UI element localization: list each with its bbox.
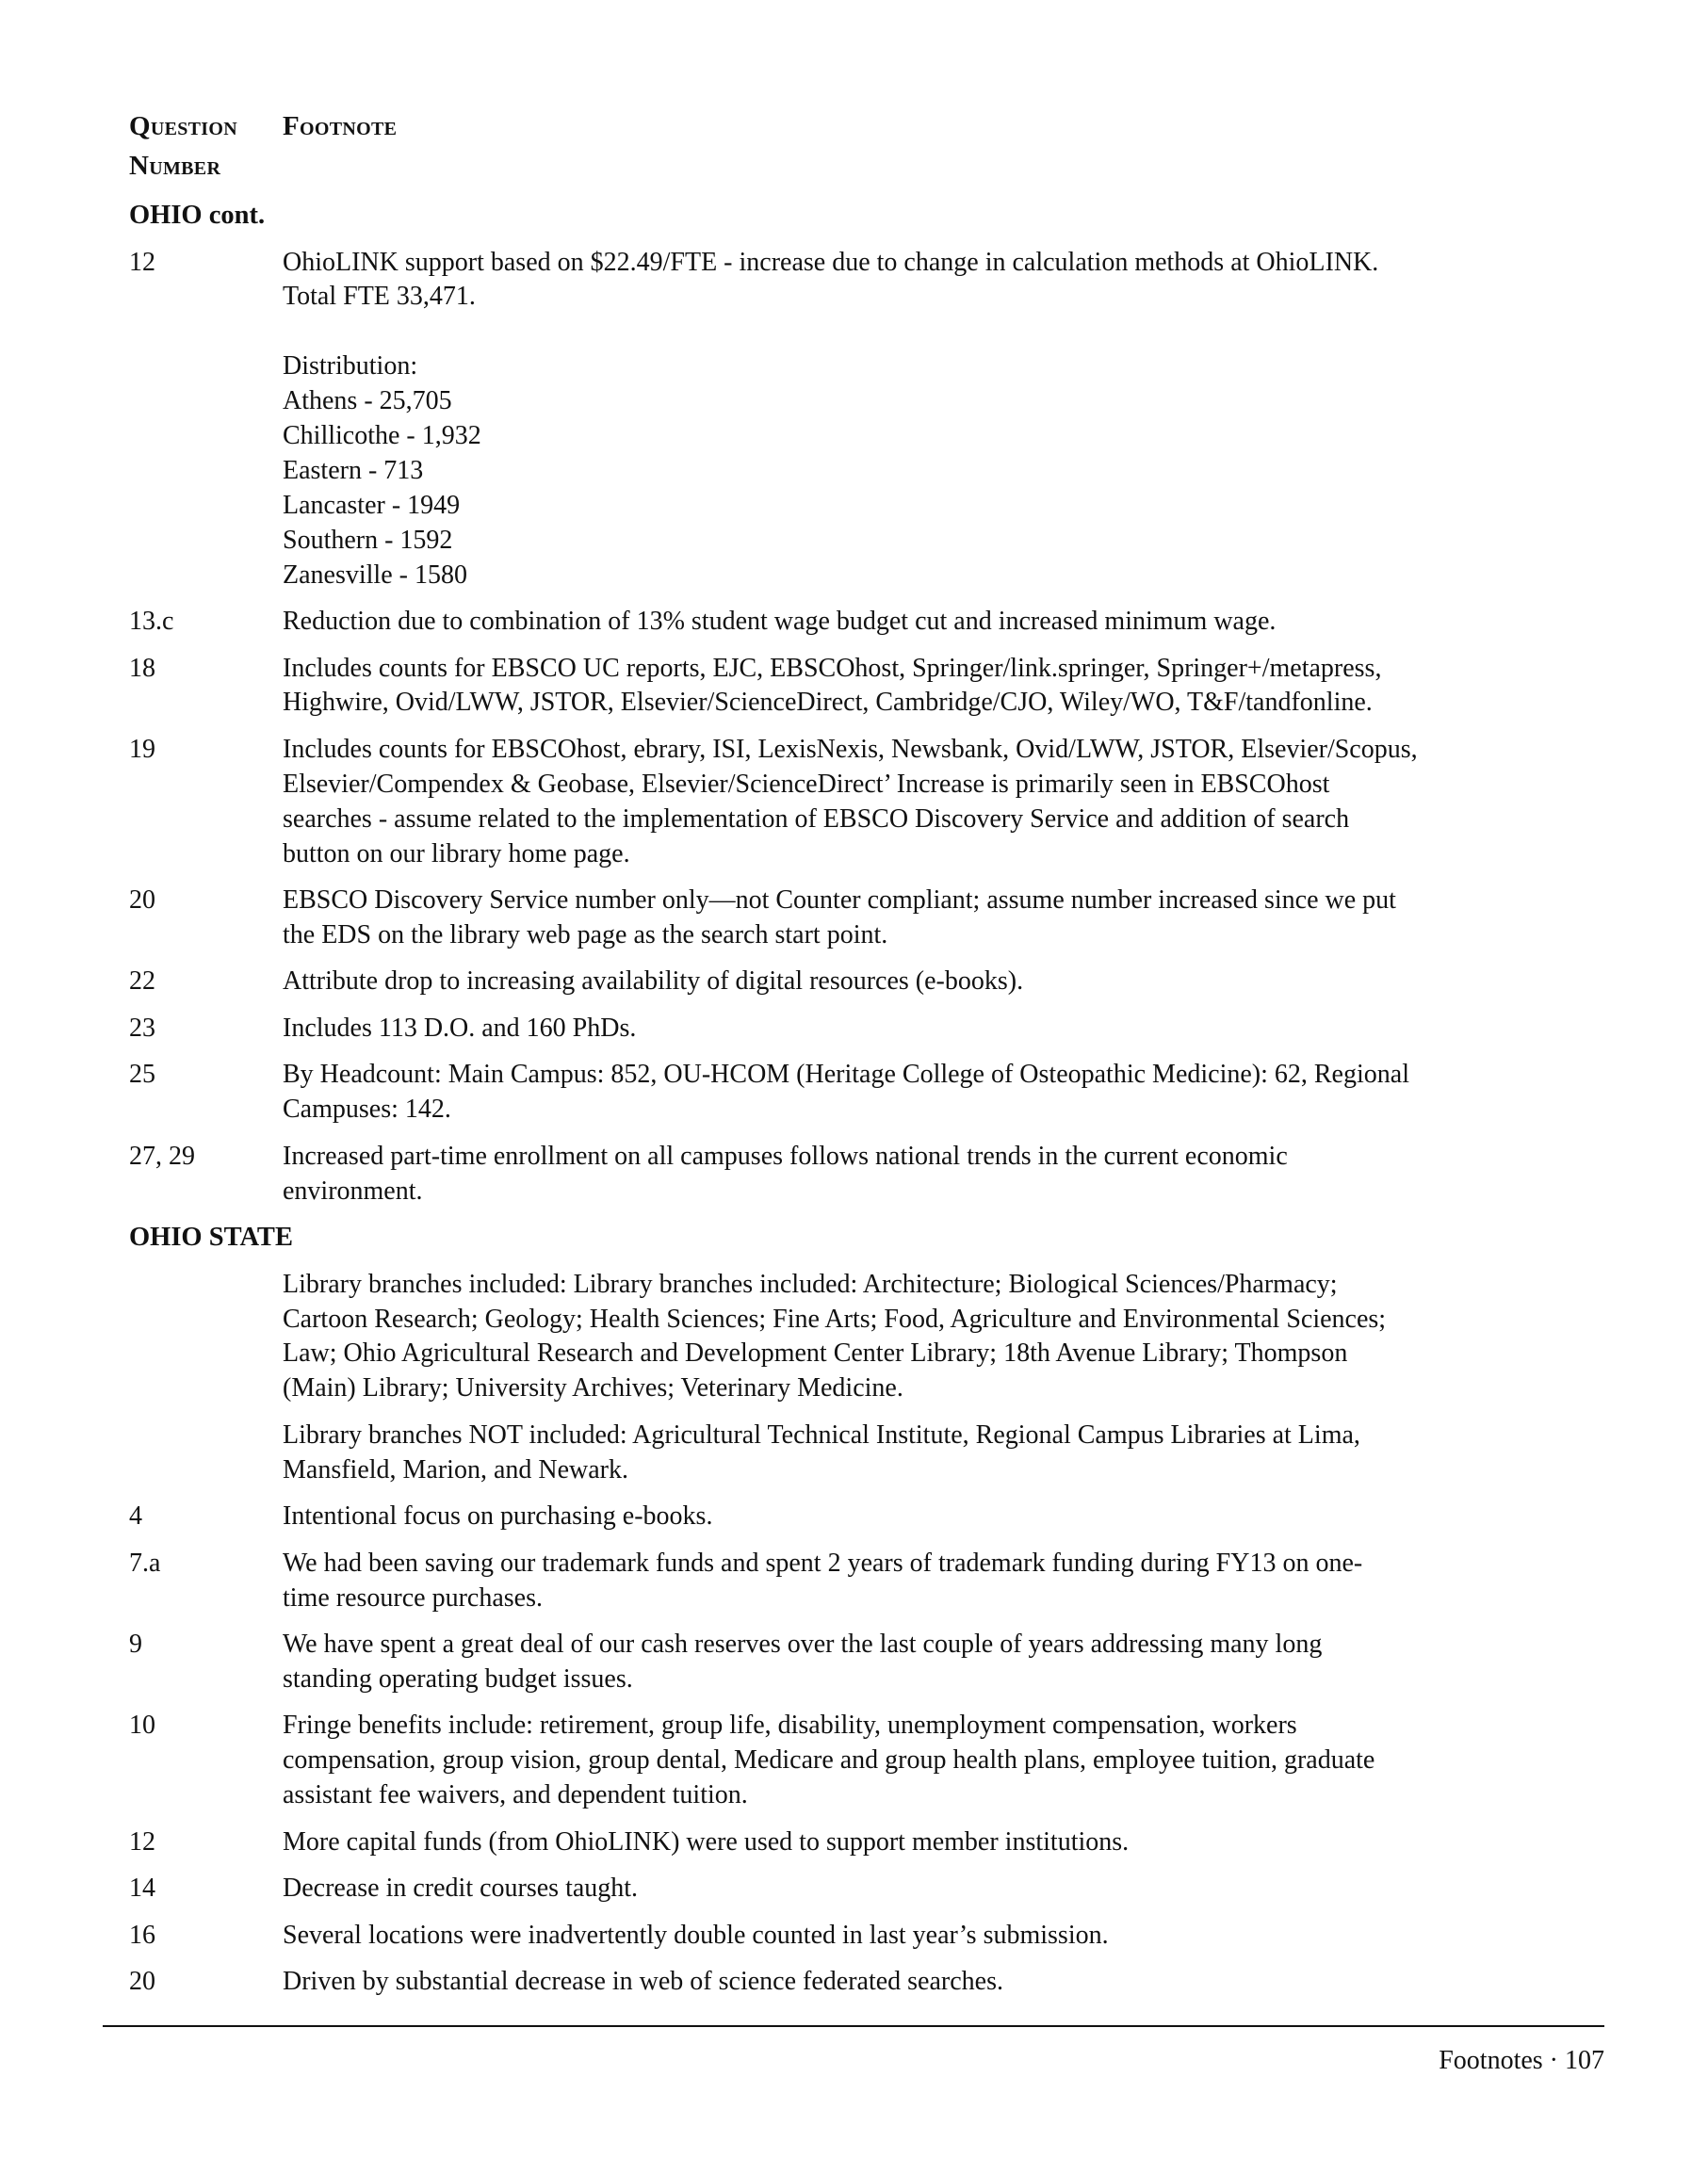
footnote-line: Fringe benefits include: retirement, group life, disability, unemployment compensation, workers [283,1711,1297,1741]
footer-divider [103,2025,1604,2027]
footnote-entry [129,1825,1636,1860]
footnote-line: Library branches NOT included: Agricultural Technical Institute, Regional Campus Libraries at Lima, [283,1420,1360,1450]
question-number [129,1419,283,1488]
footnote-line: Total FTE 33,471. [283,282,476,312]
question-number: 7.a [129,1548,161,1578]
column-header-question: Question [129,111,237,141]
footnote-entry [129,965,1636,999]
footnote-line: Law; Ohio Agricultural Research and Development Center Library; 18th Avenue Library; Thompson [283,1338,1348,1369]
footnote-line: Distribution: [283,351,418,381]
question-number: 18 [129,653,155,683]
footnote-entry [129,1058,1636,1128]
footnote-line: We have spent a great deal of our cash reserves over the last couple of years addressing many long [283,1630,1323,1660]
column-header-number: Number [129,151,221,181]
footnote-line: Attribute drop to increasing availability of digital resources (e-books). [283,966,1024,997]
footnote-text [283,652,1636,722]
footnote-line: More capital funds (from OhioLINK) were used to support member institutions. [283,1826,1130,1857]
question-number: 20 [129,1967,155,1997]
footnote-line: Southern - 1592 [283,525,453,555]
footnote-text [283,1825,1636,1860]
footnote-line: Athens - 25,705 [283,386,452,416]
footnote-text [283,1872,1636,1906]
footnote-entry [129,1419,1636,1488]
footnote-text [283,1919,1636,1954]
footnote-line: Includes counts for EBSCO UC reports, EJC, EBSCOhost, Springer/link.springer, Springer+/metapress, [283,653,1382,683]
question-number: 25 [129,1060,155,1090]
footnote-entry [129,1709,1636,1813]
footnote-line: Zanesville - 1580 [283,560,467,590]
footnote-entry [129,1012,1636,1046]
footnote-line: assistant fee waivers, and dependent tuition. [283,1780,748,1810]
footnote-line: Lancaster - 1949 [283,490,461,520]
footnote-line: Intentional focus on purchasing e-books. [283,1501,713,1532]
footnote-line: Elsevier/Compendex & Geobase, Elsevier/ScienceDirect’ Increase is primarily seen in EBSCOhost [283,769,1330,799]
footnote-line: button on our library home page. [283,838,630,868]
footnote-line: We had been saving our trademark funds and spent 2 years of trademark funding during FY13 on one- [283,1548,1363,1578]
section-heading: OHIO cont. [129,201,266,230]
footnote-line: compensation, group vision, group dental, Medicare and group health plans, employee tuition, graduate [283,1745,1375,1776]
footnote-line: Campuses: 142. [283,1095,451,1125]
footnote-line: searches - assume related to the implementation of EBSCO Discovery Service and addition of search [283,803,1350,834]
footnote-entry [129,1919,1636,1954]
question-number [129,1268,283,1407]
footnote-entry [129,884,1636,953]
footnote-entry [129,1547,1636,1616]
footnote-line: EBSCO Discovery Service number only—not Counter compliant; assume number increased since we put [283,885,1396,916]
footnote-line: Several locations were inadvertently double counted in last year’s submission. [283,1920,1109,1950]
footnote-text [283,1500,1636,1534]
footnote-line: Driven by substantial decrease in web of science federated searches. [283,1967,1003,1997]
footnote-entry [129,1872,1636,1906]
footnote-line: standing operating budget issues. [283,1663,633,1694]
footnote-line: By Headcount: Main Campus: 852, OU-HCOM (Heritage College of Osteopathic Medicine): 62, Regional [283,1060,1409,1090]
question-number: 16 [129,1920,155,1950]
question-number: 19 [129,734,155,764]
footnotes-list [129,199,1636,2012]
footnote-line: Cartoon Research; Geology; Health Sciences; Fine Arts; Food, Agriculture and Environmental Sciences; [283,1304,1387,1334]
footnote-entry [129,1500,1636,1534]
footnote-text [283,1547,1636,1616]
footnote-text [283,1628,1636,1697]
footnote-entry [129,652,1636,722]
question-number: 12 [129,1826,155,1857]
footnote-text [283,884,1636,953]
footnote-line: Increased part-time enrollment on all campuses follows national trends in the current economic [283,1141,1288,1171]
footnote-text [283,1012,1636,1046]
question-number: 20 [129,885,155,916]
footnote-line: Reduction due to combination of 13% student wage budget cut and increased minimum wage. [283,607,1277,636]
footnote-text [283,1709,1636,1813]
footnote-line: Includes 113 D.O. and 160 PhDs. [283,1013,637,1043]
footnote-line: OhioLINK support based on $22.49/FTE - increase due to change in calculation methods at OhioLINK. [283,247,1379,277]
footnote-entry [129,246,1636,593]
question-number: 13.c [129,607,174,636]
footnote-line: environment. [283,1176,423,1206]
footnote-line: Library branches included: Library branches included: Architecture; Biological Sciences/Pharmacy; [283,1269,1338,1299]
footnote-line: Decrease in credit courses taught. [283,1874,639,1904]
question-number: 14 [129,1874,155,1904]
blank-line [283,315,1636,349]
footnote-entry [129,1965,1636,2000]
footnote-text [283,965,1636,999]
footnote-line: (Main) Library; University Archives; Veterinary Medicine. [283,1373,903,1403]
footnote-text [283,1268,1636,1407]
column-header-footnote: Footnote [283,111,398,141]
question-number: 23 [129,1013,155,1043]
footnote-line: the EDS on the library web page as the search start point. [283,919,888,949]
footnote-text [283,1419,1636,1488]
section-heading: OHIO STATE [129,1223,293,1253]
footnote-line: Mansfield, Marion, and Newark. [283,1454,629,1484]
question-number: 22 [129,966,155,997]
footnote-entry [129,733,1636,872]
footnote-line: Eastern - 713 [283,455,424,485]
footnote-text [283,1058,1636,1128]
question-number: 12 [129,247,155,277]
question-number: 9 [129,1630,142,1660]
question-number: 4 [129,1501,142,1532]
footnote-line: time resource purchases. [283,1582,543,1613]
footnote-text [283,733,1636,872]
footnote-line: Includes counts for EBSCOhost, ebrary, ISI, LexisNexis, Newsbank, Ovid/LWW, JSTOR, Elsevier/Scopus, [283,734,1418,764]
page-footer: Footnotes · 107 [1439,2046,1604,2075]
footnote-line: Chillicothe - 1,932 [283,420,481,450]
footnote-text [283,1965,1636,2000]
question-number: 27, 29 [129,1141,195,1171]
footnote-line: Highwire, Ovid/LWW, JSTOR, Elsevier/ScienceDirect, Cambridge/CJO, Wiley/WO, T&F/tandfonline. [283,688,1373,718]
footnote-entry [129,1268,1636,1407]
question-number: 10 [129,1711,155,1741]
footnote-entry [129,1140,1636,1209]
footnote-text [283,246,1636,593]
footnote-entry [129,1628,1636,1697]
footnote-text [283,1140,1636,1209]
footnote-entry [129,605,1636,640]
footnote-text [283,605,1636,640]
